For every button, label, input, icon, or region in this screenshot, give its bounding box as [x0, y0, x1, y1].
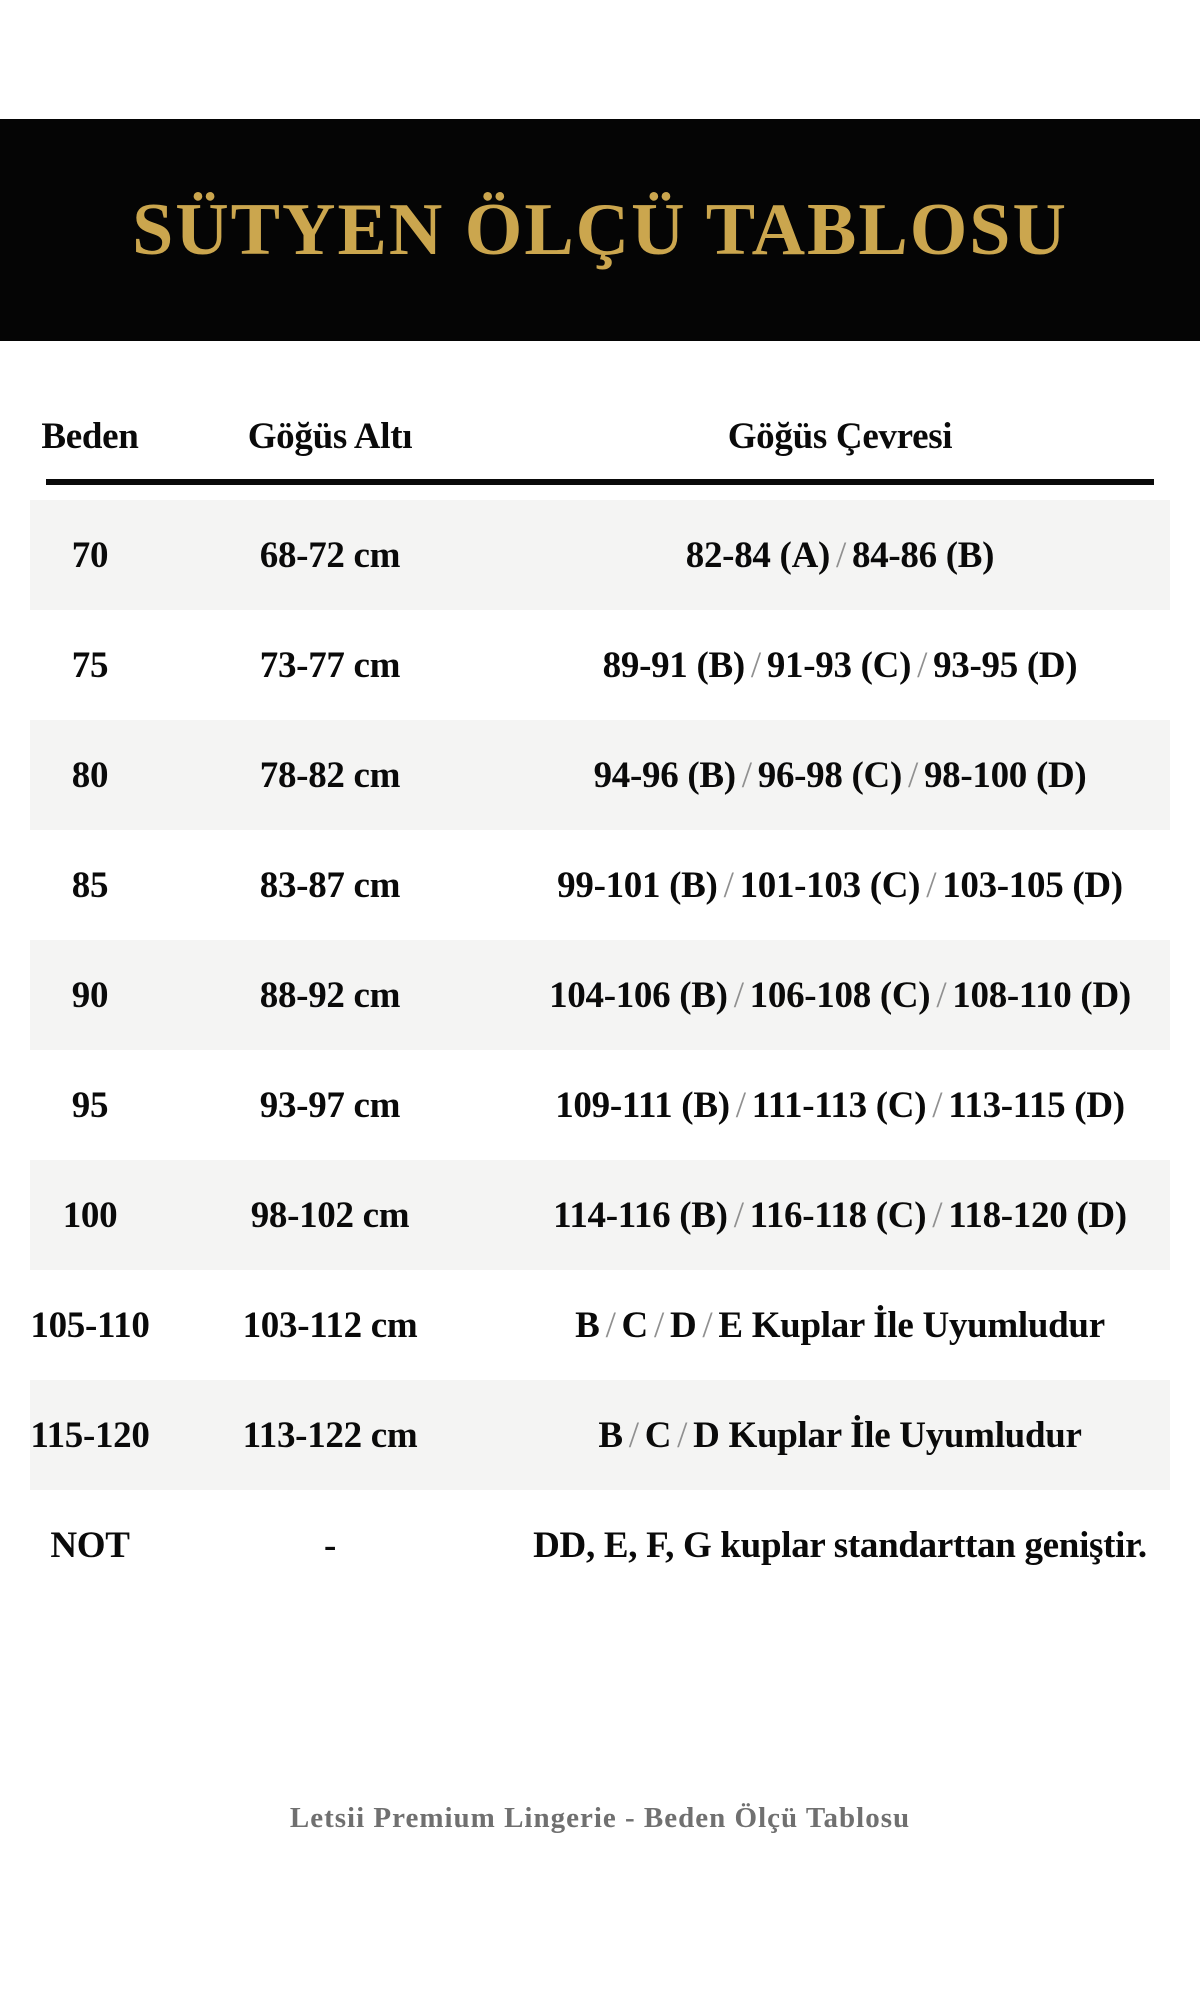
table-row	[30, 610, 1170, 720]
size-cell: 70	[71, 534, 109, 576]
underbust-cell: 83-87 cm	[259, 864, 401, 906]
slash-separator: /	[723, 864, 734, 906]
slash-separator: /	[908, 754, 918, 796]
underbust-cell: 78-82 cm	[259, 754, 401, 796]
column-header-beden: Beden	[41, 416, 139, 457]
size-cell: 85	[71, 864, 109, 906]
page-title: SÜTYEN ÖLÇÜ TABLOSU	[132, 188, 1068, 271]
bust-cell: 99-101 (B) / 101-103 (C) / 103-105 (D)	[557, 864, 1123, 906]
underbust-cell: 98-102 cm	[250, 1194, 410, 1236]
column-header-gogus-cevresi: Göğüs Çevresi	[727, 416, 953, 457]
title-banner	[0, 119, 1200, 341]
slash-separator: /	[932, 1084, 943, 1126]
table-row	[30, 1050, 1170, 1160]
table-row	[30, 830, 1170, 940]
slash-separator: /	[926, 864, 937, 906]
bust-cell: 104-106 (B) / 106-108 (C) / 108-110 (D)	[549, 974, 1131, 1016]
size-cell: 100	[62, 1194, 118, 1236]
underbust-cell: -	[323, 1524, 337, 1566]
table-row	[30, 1270, 1170, 1380]
size-cell: 75	[71, 644, 109, 686]
bust-cell: 89-91 (B) / 91-93 (C) / 93-95 (D)	[602, 644, 1078, 686]
slash-separator: /	[702, 1304, 713, 1346]
underbust-cell: 73-77 cm	[259, 644, 401, 686]
size-cell: 115-120	[30, 1414, 150, 1456]
table-row	[30, 1160, 1170, 1270]
table-body	[30, 500, 1170, 1600]
underbust-cell: 68-72 cm	[259, 534, 401, 576]
slash-separator: /	[733, 974, 744, 1016]
size-cell: 90	[71, 974, 109, 1016]
underbust-cell: 103-112 cm	[242, 1304, 418, 1346]
slash-separator: /	[735, 1084, 746, 1126]
bust-cell: B / C / D Kuplar İle Uyumludur	[598, 1414, 1082, 1456]
bust-cell: 114-116 (B) / 116-118 (C) / 118-120 (D)	[553, 1194, 1127, 1236]
column-header-gogus-alti: Göğüs Altı	[247, 416, 413, 457]
size-cell: 95	[71, 1084, 109, 1126]
footer-caption: Letsii Premium Lingerie - Beden Ölçü Tablosu	[289, 1802, 911, 1834]
table-row	[30, 1380, 1170, 1490]
slash-separator: /	[836, 534, 846, 576]
bust-cell: B / C / D / E Kuplar İle Uyumludur	[575, 1304, 1105, 1346]
slash-separator: /	[917, 644, 928, 686]
size-cell: 105-110	[30, 1304, 150, 1346]
header-underline	[46, 479, 1154, 485]
bust-cell: 94-96 (B) / 96-98 (C) / 98-100 (D)	[593, 754, 1087, 796]
slash-separator: /	[677, 1414, 688, 1456]
slash-separator: /	[932, 1194, 943, 1236]
bust-cell: DD, E, F, G kuplar standarttan geniştir.	[533, 1524, 1147, 1566]
size-cell: 80	[71, 754, 109, 796]
table-row	[30, 940, 1170, 1050]
size-table	[30, 415, 1170, 1600]
underbust-cell: 93-97 cm	[259, 1084, 401, 1126]
slash-separator: /	[741, 754, 752, 796]
table-row	[30, 1490, 1170, 1600]
slash-separator: /	[653, 1304, 664, 1346]
underbust-cell: 88-92 cm	[259, 974, 401, 1016]
slash-separator: /	[936, 974, 947, 1016]
bust-cell: 82-84 (A) / 84-86 (B)	[685, 534, 995, 576]
table-row	[30, 500, 1170, 610]
slash-separator: /	[605, 1304, 616, 1346]
slash-separator: /	[750, 644, 761, 686]
slash-separator: /	[733, 1194, 744, 1236]
size-cell: NOT	[50, 1524, 130, 1566]
table-header-row	[30, 415, 1170, 475]
bust-cell: 109-111 (B) / 111-113 (C) / 113-115 (D)	[555, 1084, 1125, 1126]
underbust-cell: 113-122 cm	[242, 1414, 418, 1456]
slash-separator: /	[628, 1414, 639, 1456]
table-row	[30, 720, 1170, 830]
